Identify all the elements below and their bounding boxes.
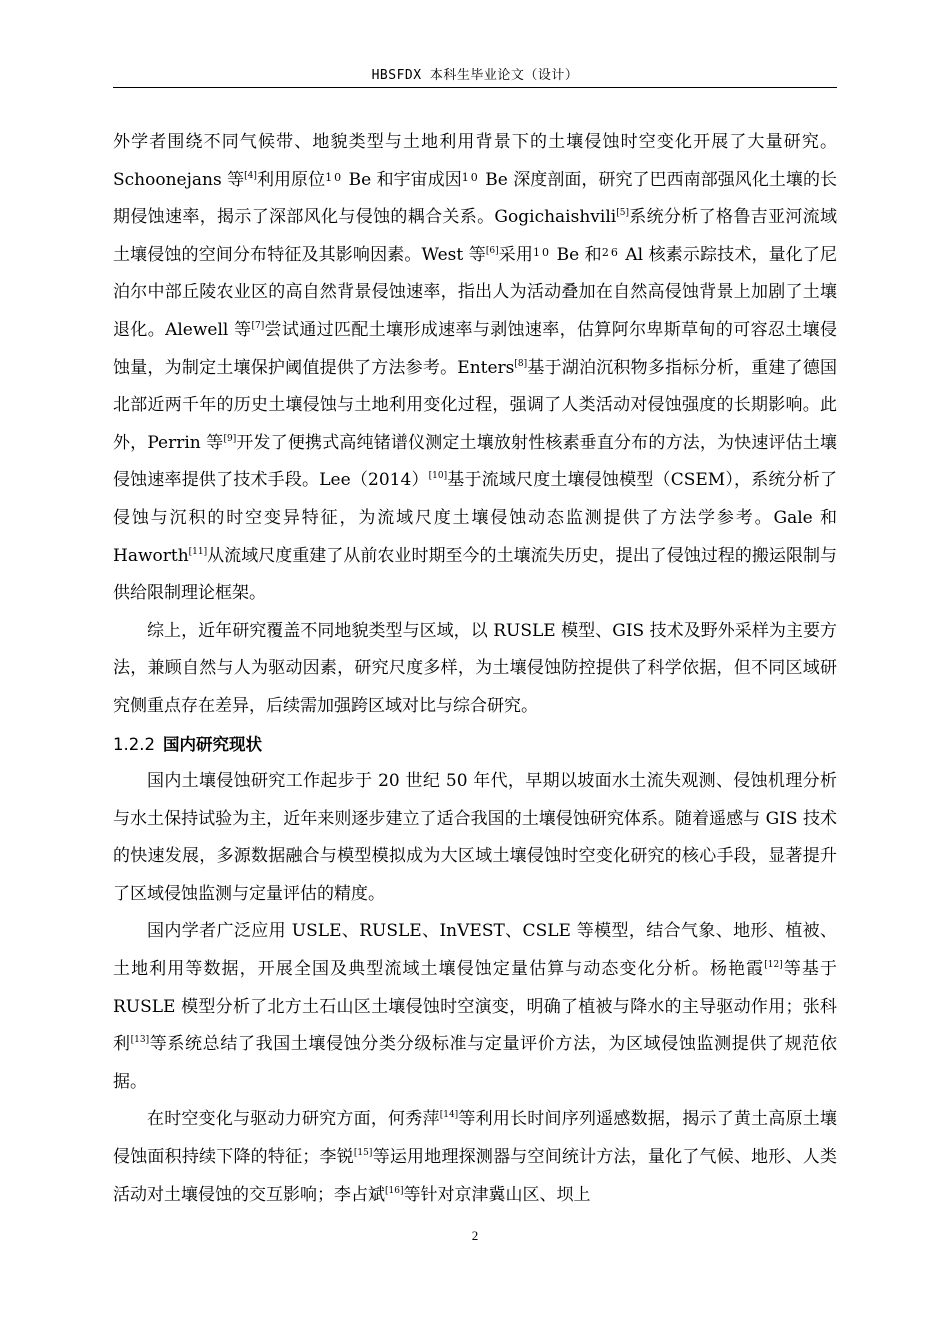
text-run: 开发了便携式高纯锗谱仪测定土壤放射性核素垂直分布的方法，为快速评估土壤侵蚀速率提供了技术手段。Lee（2014）: [113, 432, 838, 491]
text-run: 尝试通过匹配土壤形成速率与剥蚀速率，估算阿尔卑斯草甸的可容忍土壤侵蚀量，为制定土壤保护阈值提供了方法参考。Enters: [113, 319, 837, 378]
text-run: 等系统总结了我国土壤侵蚀分类分级标准与定量评价方法，为区域侵蚀监测提供了规范依据。: [113, 1034, 838, 1092]
text-run: 等基于 RUSLE 模型分析了北方土石山区土壤侵蚀时空演变，明确了植被与降水的主导驱动作用；张科利: [113, 959, 838, 1055]
citation-ref[interactable]: [8]: [514, 358, 528, 369]
text-run: Be 和宇宙成因: [343, 169, 462, 190]
citation-ref[interactable]: [10]: [428, 471, 448, 482]
text-run: Be 和: [551, 244, 602, 265]
page-number: 2: [471, 1228, 479, 1243]
text-run: 等针对京津冀山区、坝上: [403, 1184, 591, 1205]
text-run: Al 核素示踪技术，量化了尼泊尔中部丘陵农业区的高自然背景侵蚀速率，指出人为活动叠加在自然高侵蚀背景上加剧了土壤退化。Alewell 等: [113, 244, 838, 340]
isotope-mass-number: 10: [533, 245, 552, 259]
paragraph-foreign-research: [113, 124, 837, 613]
citation-ref[interactable]: [14]: [439, 1110, 459, 1121]
text-run: 利用原位: [256, 169, 326, 190]
citation-ref[interactable]: [6]: [485, 245, 499, 256]
text-run: 外学者围绕不同气候带、地貌类型与土地利用背景下的土壤侵蚀时空变化开展了大量研究。Schoonejans 等: [113, 132, 837, 190]
text-run: 采用: [498, 244, 534, 265]
section-title: 国内研究现状: [162, 734, 262, 754]
citation-ref[interactable]: [15]: [353, 1148, 373, 1159]
isotope-mass-number: 10: [461, 170, 480, 184]
citation-ref[interactable]: [11]: [188, 546, 208, 557]
text-run: Be 深度剖面，研究了巴西南部强风化土壤的长期侵蚀速率，揭示了深部风化与侵蚀的耦合关系。Gogichaishvili: [113, 169, 837, 228]
text-run: 从流域尺度重建了从前农业时期至今的土壤流失历史，提出了侵蚀过程的搬运限制与供给限制理论框架。: [113, 545, 837, 604]
paragraph-summary: 综上，近年研究覆盖不同地貌类型与区域，以 RUSLE 模型、GIS 技术及野外采样为主要方法，兼顾自然与人为驱动因素，研究尺度多样，为土壤侵蚀防控提供了科学依据，但不同区域研究侧重点存在差异，后续需加强跨区域对比与综合研究。: [113, 620, 837, 716]
section-number: 1.2.2: [113, 734, 155, 754]
text-run: 基于流域尺度土壤侵蚀模型（CSEM），系统分析了侵蚀与沉积的时空变异特征，为流域尺度土壤侵蚀动态监测提供了方法学参考。Gale 和 Haworth: [113, 470, 837, 566]
paragraph-domestic-overview: 国内土壤侵蚀研究工作起步于 20 世纪 50 年代，早期以坡面水土流失观测、侵蚀机理分析与水土保持试验为主，近年来则逐步建立了适合我国的土壤侵蚀研究体系。随着遥感与 GIS 技术的快速发展，多源数据融合与模型模拟成为大区域土壤侵蚀时空变化研究的核心手段，显著提升了区域侵蚀监测与定量评估的精度。: [113, 771, 837, 904]
paragraph-domestic-models: [113, 913, 837, 1101]
section-heading: [113, 726, 837, 764]
text-run: 在时空变化与驱动力研究方面，何秀萍: [147, 1109, 440, 1130]
citation-ref[interactable]: [7]: [251, 320, 265, 331]
running-header: HBSFDX 本科生毕业论文（设计）: [371, 68, 579, 83]
citation-ref[interactable]: [12]: [764, 960, 783, 971]
citation-ref[interactable]: [9]: [223, 433, 237, 444]
citation-ref[interactable]: [13]: [130, 1035, 150, 1046]
paragraph-spatiotemporal: [113, 1101, 837, 1214]
text-run: 系统分析了格鲁吉亚河流域土壤侵蚀的空间分布特征及其影响因素。West 等: [113, 207, 838, 265]
text-run: 等运用地理探测器与空间统计方法，量化了气候、地形、人类活动对土壤侵蚀的交互影响；李占斌: [113, 1147, 838, 1205]
text-run: 等利用长时间序列遥感数据，揭示了黄土高原土壤侵蚀面积持续下降的特征；李锐: [113, 1109, 838, 1168]
citation-ref[interactable]: [4]: [244, 170, 257, 181]
citation-ref[interactable]: [5]: [616, 208, 629, 219]
isotope-mass-number: 10: [325, 170, 344, 184]
citation-ref[interactable]: [16]: [385, 1185, 404, 1196]
header-rule: [113, 87, 837, 88]
text-run: 基于湖泊沉积物多指标分析，重建了德国北部近两千年的历史土壤侵蚀与土地利用变化过程，强调了人类活动对侵蚀强度的长期影响。此外，Perrin 等: [113, 357, 837, 453]
isotope-mass-number: 26: [601, 245, 620, 259]
body-text: [113, 124, 837, 1214]
text-run: 国内学者广泛应用 USLE、RUSLE、InVEST、CSLE 等模型，结合气象、地形、植被、土地利用等数据，开展全国及典型流域土壤侵蚀定量估算与动态变化分析。杨艳霞: [113, 921, 837, 980]
